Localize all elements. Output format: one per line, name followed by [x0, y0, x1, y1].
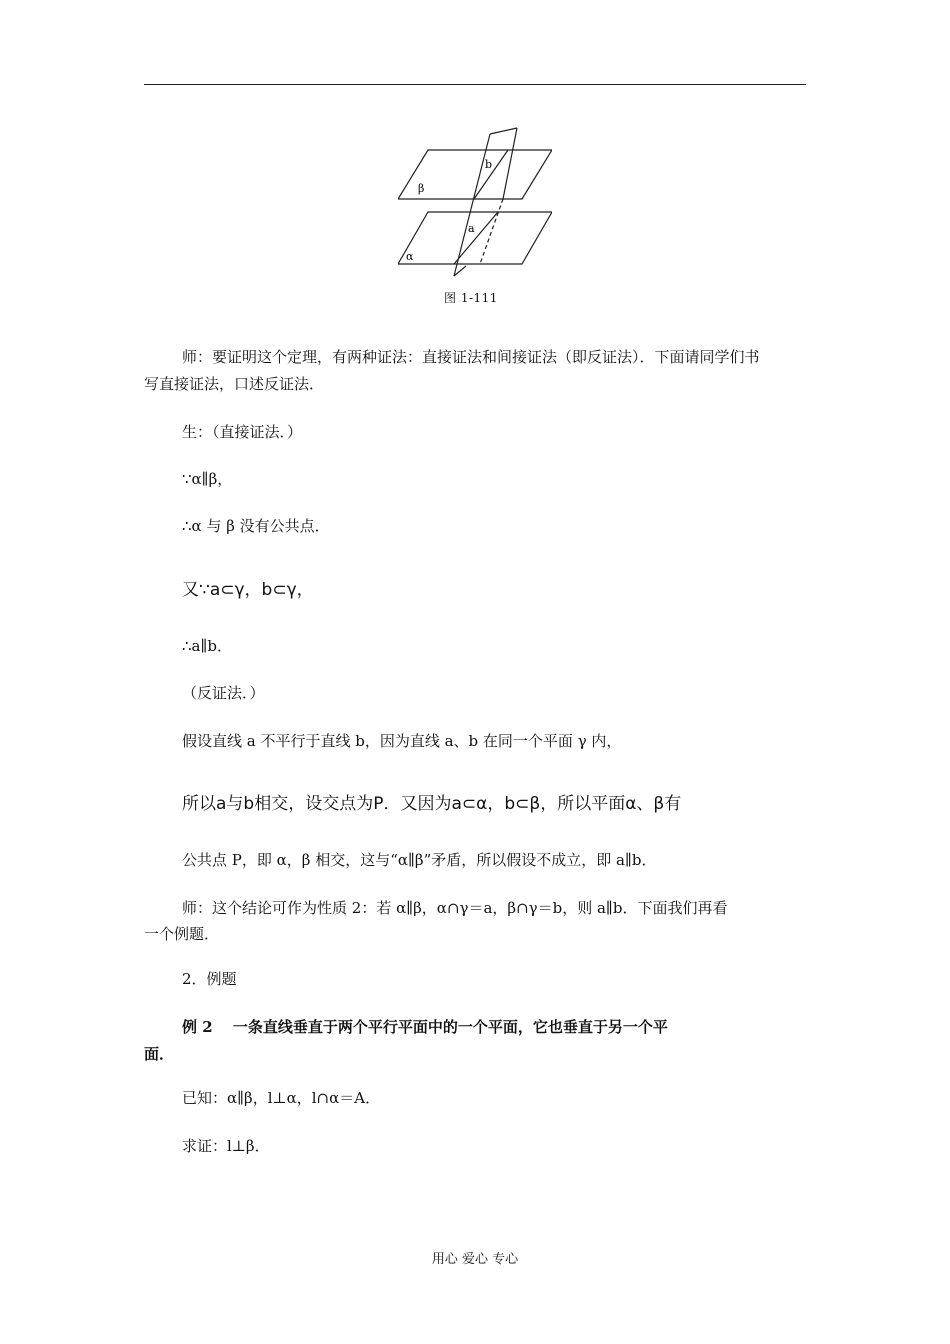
paragraph-line: 公共点 P，即 α，β 相交，这与“α∥β”矛盾，所以假设不成立，即 a∥b．: [182, 851, 657, 869]
paragraph-line: 又∵a⊂γ，b⊂γ，: [182, 580, 314, 600]
header-rule: [144, 84, 806, 85]
paragraph-line: 求证：l⊥β．: [182, 1137, 270, 1155]
paragraph-line: 例 2 一条直线垂直于两个平行平面中的一个平面，它也垂直于另一个平: [182, 1018, 668, 1036]
plane-gamma-edge-left: [454, 134, 493, 276]
paragraph-line: ∴a∥b．: [182, 637, 233, 655]
figure-caption: 图 1-111: [444, 291, 498, 305]
plane-gamma-hidden-edge: [480, 199, 503, 264]
paragraph-line: 写直接证法，口述反证法．: [144, 375, 325, 393]
plane-gamma-edge-right-top: [503, 128, 517, 199]
paragraph-line: ∵α∥β，: [182, 470, 233, 488]
paragraph-line: 师：要证明这个定理，有两种证法：直接证法和间接证法（即反证法）．下面请同学们书: [182, 348, 760, 366]
page-footer: 用心 爱心 专心: [431, 1252, 519, 1267]
paragraph-line: 所以a与b相交，设交点为P．又因为a⊂α，b⊂β，所以平面α、β有: [182, 794, 682, 814]
line-a: [454, 212, 498, 264]
paragraph-line: 师：这个结论可作为性质 2：若 α∥β，α∩γ＝a，β∩γ＝b，则 a∥b．下面我们再看: [182, 899, 728, 917]
label-alpha: α: [406, 250, 414, 263]
paragraph-line: 已知：α∥β，l⊥α，l∩α＝A．: [182, 1089, 381, 1107]
plane-gamma-edge-top: [490, 128, 517, 134]
paragraph-line: 假设直线 a 不平行于直线 b，因为直线 a、b 在同一个平面 γ 内，: [182, 732, 622, 750]
paragraph-line: 2．例题: [182, 970, 237, 988]
paragraph-line: （反证法．）: [182, 684, 265, 702]
label-beta: β: [418, 182, 425, 195]
paragraph-line: 生：（直接证法．）: [182, 423, 303, 441]
paragraph-line: 一个例题．: [144, 925, 220, 943]
label-b: b: [485, 158, 493, 171]
paragraph-line: ∴α 与 β 没有公共点．: [182, 517, 330, 535]
parallel-planes-figure: [398, 124, 552, 282]
plane-alpha: [398, 212, 552, 264]
label-a: a: [468, 222, 475, 235]
paragraph-line: 面．: [144, 1045, 175, 1063]
